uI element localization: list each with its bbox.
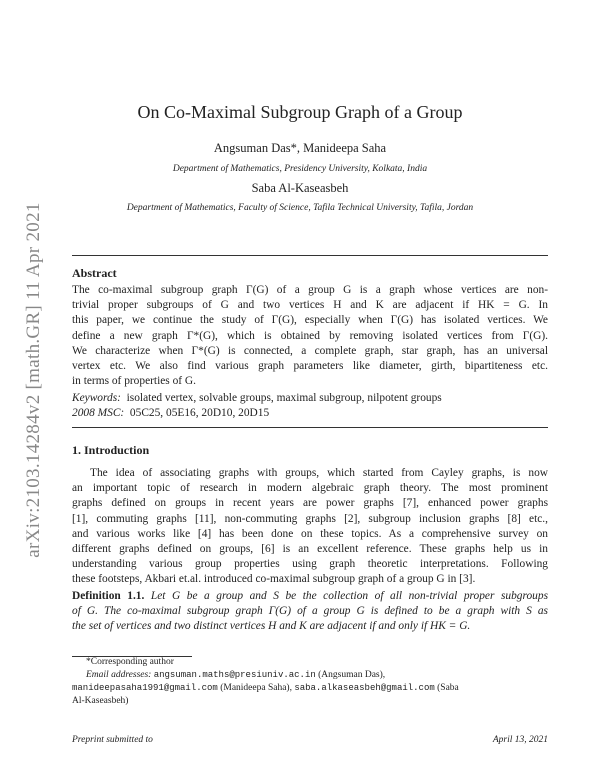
section-heading-introduction: 1. Introduction	[72, 443, 150, 457]
intro-line: The idea of associating graphs with groups, which started from Cayley graphs, is now	[90, 467, 548, 479]
footnote-emails-line-2	[72, 682, 548, 695]
arxiv-id: arXiv:2103.14284v2 [math.GR] 11 Apr 2021	[23, 202, 44, 558]
authors-line-2: Saba Al-Kaseasbeh	[251, 181, 349, 195]
abstract-line: vertex etc. We also find various graph parameters like diameter, girth, bipartiteness etc.	[72, 359, 548, 372]
footer-date: April 13, 2021	[492, 735, 548, 745]
intro-line: and various works like [4] has been done on these topics. As a comprehensive survey on	[72, 527, 548, 540]
abstract-line: define a new graph Γ*(G), which is obtained by removing isolated vertices from Γ(G).	[72, 329, 548, 342]
footer-preprint: Preprint submitted to	[72, 735, 153, 745]
email-owner: (Angsuman Das),	[318, 670, 386, 680]
intro-line: understanding various group properties using graph theoretic interpretations. Following	[72, 558, 548, 571]
paper-title: On Co-Maximal Subgroup Graph of a Group	[137, 102, 463, 122]
intro-line: these footsteps, Akbari et.al. introduced co-maximal subgroup graph of a group G in [3].	[72, 573, 476, 586]
abstract-top-rule	[72, 255, 548, 256]
email-link[interactable]: manideepasaha1991@gmail.com	[72, 683, 218, 693]
definition-text: Let G be a group and S be the collection of all non-trivial proper subgroups	[150, 590, 548, 602]
email-owner: (Manideepa Saha),	[220, 683, 292, 693]
authors-line-1: Angsuman Das*, Manideepa Saha	[213, 141, 387, 155]
footnote-emails-line-3: Al-Kaseasbeh)	[72, 696, 129, 706]
intro-line: different graphs defined on groups, [6] is an excellent reference. These graphs help us in	[72, 542, 548, 555]
definition-label: Definition 1.1.	[72, 590, 145, 602]
intro-line: [1], commuting graphs [11], non-commuting graphs [2], subgroup inclusion graphs [8] etc.,	[72, 512, 548, 525]
affiliation-1: Department of Mathematics, Presidency University, Kolkata, India	[172, 164, 428, 174]
introduction-body	[72, 466, 548, 588]
footnote-corresponding: *Corresponding author	[86, 657, 174, 667]
keywords-line	[72, 392, 442, 404]
footnote-emails-line	[72, 669, 548, 682]
footnotes	[72, 656, 548, 708]
msc-line	[72, 407, 269, 419]
definition-line	[72, 589, 548, 604]
abstract-bottom-rule	[72, 427, 548, 428]
abstract-body	[72, 283, 548, 389]
intro-line: an important topic of research in modern algebraic graph theory. The most prominent	[72, 482, 548, 495]
msc-label: 2008 MSC:	[72, 407, 125, 419]
msc-codes: 05C25, 05E16, 20D10, 20D15	[129, 407, 270, 419]
arxiv-sidebar-stamp	[14, 190, 54, 570]
affiliation-2: Department of Mathematics, Faculty of Science, Tafila Technical University, Tafila, Jordan	[126, 203, 474, 213]
keywords-label: Keywords:	[72, 392, 121, 404]
abstract-line: in terms of properties of G.	[72, 375, 197, 388]
email-link[interactable]: angsuman.maths@presiuniv.ac.in	[153, 670, 316, 680]
abstract-line: We characterize when Γ*(G) is connected, a complete graph, star graph, has an universal	[72, 344, 548, 357]
definition-line: of G. The co-maximal subgroup graph Γ(G) of a group G is defined to be a graph with S as	[72, 605, 548, 618]
abstract-line: The co-maximal subgroup graph Γ(G) of a group G is a graph whose vertices are non-	[72, 284, 548, 296]
abstract-line: trivial proper subgroups of G and two vertices H and K are adjacent if HK = G. In	[72, 299, 548, 312]
emails-label: Email addresses:	[86, 670, 152, 680]
abstract-line: this paper, we continue the study of Γ(G), especially when Γ(G) has isolated vertices. We	[72, 314, 548, 327]
keywords-text: isolated vertex, solvable groups, maximal subgroup, nilpotent groups	[126, 392, 442, 404]
intro-line: graphs defined on groups in recent years are power graphs [7], enhanced power graphs	[72, 497, 548, 510]
email-owner: (Saba	[437, 683, 459, 693]
definition-1-1	[72, 589, 548, 635]
definition-line: the set of vertices and two distinct vertices H and K are adjacent if and only if HK = G.	[72, 620, 471, 633]
email-link[interactable]: saba.alkaseasbeh@gmail.com	[294, 683, 435, 693]
abstract-heading: Abstract	[72, 266, 117, 280]
